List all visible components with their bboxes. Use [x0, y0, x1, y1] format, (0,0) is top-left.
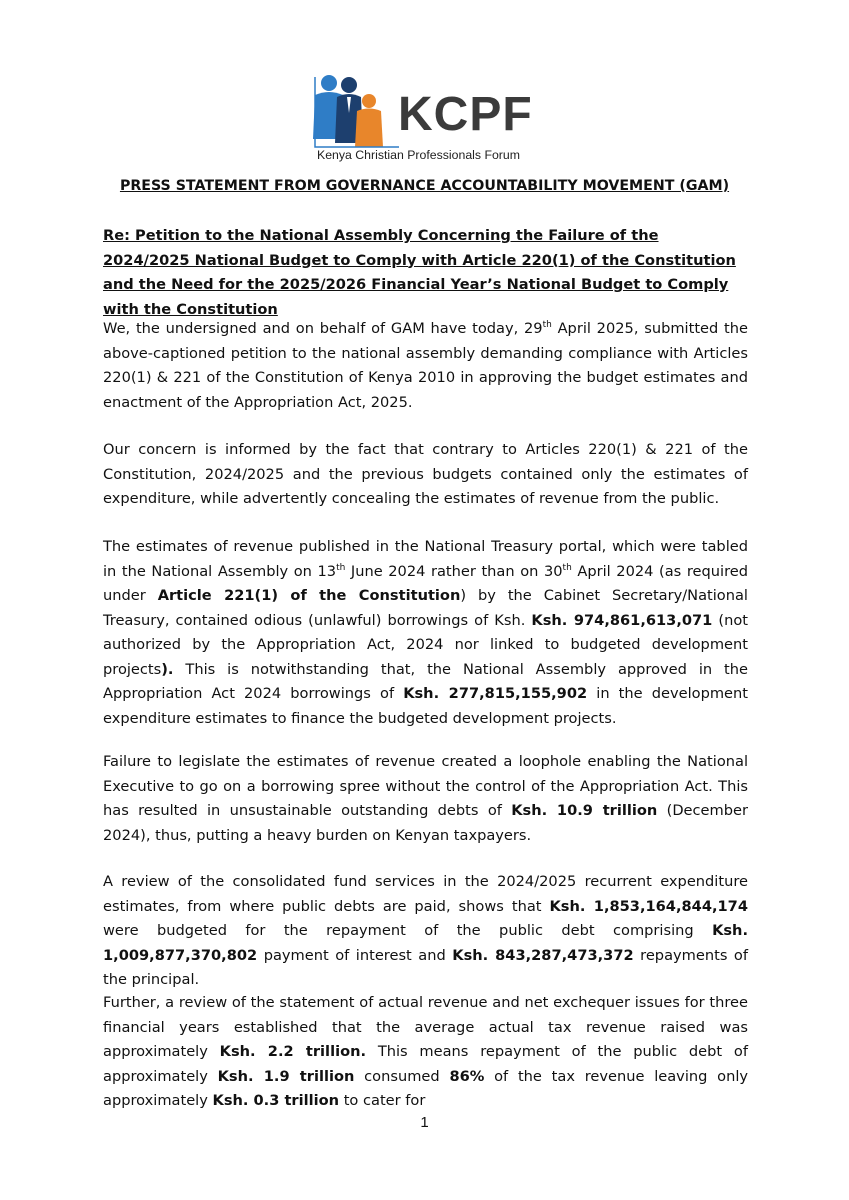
re-subject-line: Re: Petition to the National Assembly Concerning the Failure of the 2024/2025 National Budget to Comply with Article 220(1) of the Constitution and the Need for the 2025/2026 Financial Year’s National Budget to Comply with the Constitution: [103, 227, 736, 318]
paragraph-1: We, the undersigned and on behalf of GAM have today, 29th April 2025, submitted the above-captioned petition to the national assembly demanding compliance with Articles 220(1) & 221 of the Constitution of Kenya 2010 in approving the budget estimates and enactment of the Appropriation Act, 2025.: [103, 320, 748, 411]
kcpf-logo: [309, 73, 537, 167]
paragraph-3: The estimates of revenue published in the National Treasury portal, which were tabled in the National Assembly on 13th June 2024 rather than on 30th April 2024 (as required under Article 221(1) of the Constitution) by the Cabinet Secretary/National Treasury, contained odious (unlawful) borrowings of Ksh. Ksh. 974,861,613,071 (not authorized by the Appropriation Act, 2024 nor linked to budgeted development projects). This is notwithstanding that, the National Assembly approved in the Appropriation Act 2024 borrowings of Ksh. 277,815,155,902 in the development expenditure estimates to finance the budgeted development projects.: [103, 538, 749, 727]
paragraph-6: Further, a review of the statement of actual revenue and net exchequer issues for three financial years established that the average actual tax revenue raised was approximately Ksh. 2.2 trillion. This means repayment of the public debt of approximately Ksh. 1.9 trillion consumed 86% of the tax revenue leaving only approximately Ksh. 0.3 trillion to cater for: [103, 994, 749, 1109]
logo-title: KCPF: [398, 88, 533, 141]
paragraph-2: Our concern is informed by the fact that contrary to Articles 220(1) & 221 of the Constitution, 2024/2025 and the previous budgets contained only the estimates of expenditure, while advertently concealing the estimates of revenue from the public.: [103, 441, 748, 507]
people-figures-icon: [309, 73, 399, 149]
logo-subtitle: Kenya Christian Professionals Forum: [317, 148, 520, 162]
page-number: 1: [420, 1114, 429, 1131]
press-statement-heading: PRESS STATEMENT FROM GOVERNANCE ACCOUNTABILITY MOVEMENT (GAM): [119, 178, 730, 194]
paragraph-4: Failure to legislate the estimates of revenue created a loophole enabling the National Executive to go on a borrowing spree without the control of the Appropriation Act. This has resulted in unsustainable outstanding debts of Ksh. 10.9 trillion (December 2024), thus, putting a heavy burden on Kenyan taxpayers.: [103, 753, 748, 844]
paragraph-5: A review of the consolidated fund services in the 2024/2025 recurrent expenditure estimates, from where public debts are paid, shows that Ksh. 1,853,164,844,174 were budgeted for the repayment of the public debt comprising Ksh. 1,009,877,370,802 payment of interest and Ksh. 843,287,473,372 repayments of the principal.: [103, 873, 748, 988]
